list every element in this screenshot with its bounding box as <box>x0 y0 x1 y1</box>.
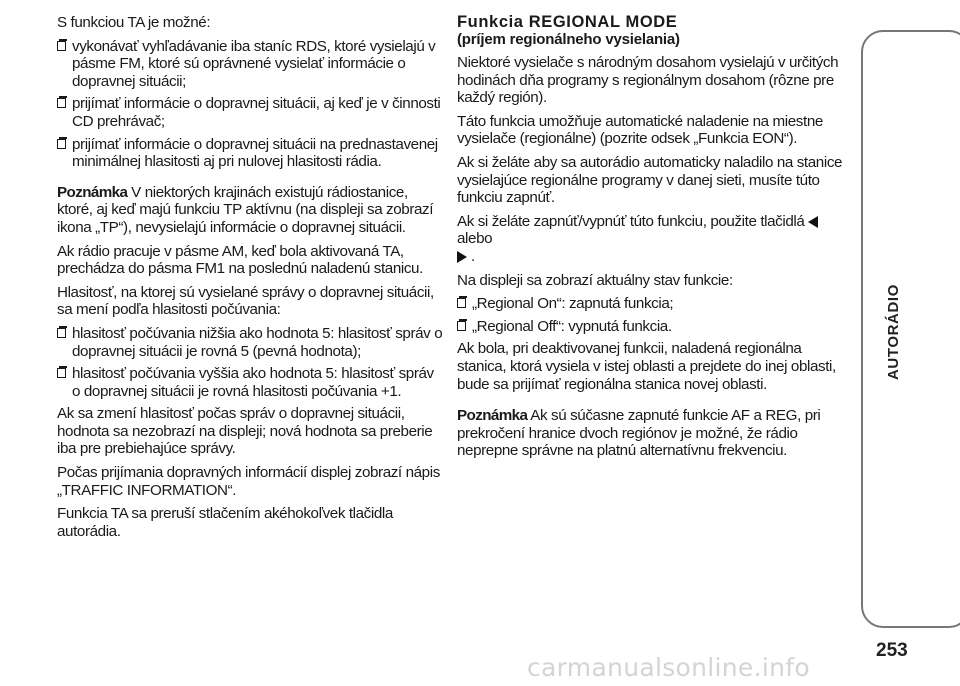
am-paragraph: Ak rádio pracuje v pásme AM, keď bola aktivovaná TA, prechádza do pásma FM1 na poslednú naladenú stanicu. <box>57 242 423 278</box>
checkbox-bullet-icon <box>57 139 66 149</box>
regional-paragraph-3: Ak si želáte aby sa autorádio automaticky naladilo na stanice vysielajúce regionálne programy v danej sieti, musíte túto funkciu zapnúť. <box>457 153 843 207</box>
list-item: „Regional Off“: vypnutá funkcia. <box>457 318 849 336</box>
regional-paragraph-6: Ak bola, pri deaktivovanej funkcii, naladená regionálna stanica, ktorá vysiela v istej oblasti a prejdete do inej oblasti, bude sa prijímať regionálna stanica novej oblasti. <box>457 340 836 393</box>
chapter-tab-label: AUTORÁDIO <box>885 284 902 380</box>
traffic-info-paragraph: Počas prijímania dopravných informácií displej zobrazí nápis „TRAFFIC INFORMATION“. <box>57 464 440 499</box>
note-label: Poznámka <box>57 183 128 201</box>
checkbox-bullet-icon <box>457 298 466 308</box>
list-item: hlasitosť počúvania vyššia ako hodnota 5: hlasitosť správ o dopravnej situácii je rovná hlasitosti počúvania +1. <box>57 365 445 400</box>
checkbox-bullet-icon <box>57 328 66 338</box>
left-column <box>57 14 445 546</box>
ta-intro: S funkciou TA je možné: <box>57 14 211 31</box>
watermark: carmanualsonline.info <box>527 653 810 682</box>
list-item: prijímať informácie o dopravnej situácii, aj keď je v činnosti CD prehrávač; <box>57 95 445 130</box>
checkbox-bullet-icon <box>57 41 66 51</box>
volume-change-paragraph: Ak sa zmení hlasitosť počas správ o dopravnej situácii, hodnota sa nezobrazí na displeji; nová hodnota sa preberie iba pre prebiehajúce správy. <box>57 405 433 458</box>
note-label: Poznámka <box>457 407 528 425</box>
regional-paragraph-5: Na displeji sa zobrazí aktuálny stav funkcie: <box>457 271 733 289</box>
list-item: vykonávať vyhľadávanie iba staníc RDS, ktoré vysielajú v pásme FM, ktoré sú oprávnené vysielať informácie o dopravnej situácii; <box>57 38 445 91</box>
section-subheading: (príjem regionálneho vysielania) <box>457 31 680 48</box>
checkbox-bullet-icon <box>457 321 466 331</box>
page-number: 253 <box>876 640 908 661</box>
note-paragraph: Poznámka Ak sú súčasne zapnuté funkcie AF a REG, pri prekročení hranice dvoch regiónov je možné, že rádio neprepne správne na platnú alternatívnu frekvenciu. <box>457 407 821 460</box>
ta-interrupt-paragraph: Funkcia TA sa preruší stlačením akéhokoľvek tlačidla autorádia. <box>57 505 393 540</box>
note-paragraph: Poznámka V niektorých krajinách existujú rádiostanice, ktoré, aj keď majú funkciu TP aktívnu (na displeji sa zobrazí ikona „TP“), nevysielajú informácie o dopravnej situácii. <box>57 183 434 236</box>
section-heading: Funkcia REGIONAL MODE <box>457 13 678 31</box>
regional-paragraph-2: Táto funkcia umožňuje automatické naladenie na miestne vysielače (regionálne) (pozrite odsek „Funkcia EON“). <box>457 112 823 148</box>
regional-paragraph-4: Ak si želáte zapnúť/vypnúť túto funkciu, použite tlačidláalebo . <box>457 213 849 266</box>
list-item: hlasitosť počúvania nižšia ako hodnota 5: hlasitosť správ o dopravnej situácii je rovná 5 (pevná hodnota); <box>57 325 445 360</box>
volume-paragraph: Hlasitosť, na ktorej sú vysielané správy o dopravnej situácii, sa mení podľa hlasitosti počúvania: <box>57 283 434 319</box>
checkbox-bullet-icon <box>57 98 66 108</box>
chapter-tab <box>861 30 960 628</box>
list-item: prijímať informácie o dopravnej situácii na prednastavenej minimálnej hlasitosti aj pri nulovej hlasitosti rádia. <box>57 136 445 171</box>
right-column <box>457 14 849 466</box>
list-item: „Regional On“: zapnutá funkcia; <box>457 295 849 313</box>
right-arrow-button-icon <box>457 251 467 263</box>
checkbox-bullet-icon <box>57 368 66 378</box>
left-arrow-button-icon <box>808 216 818 228</box>
regional-paragraph-1: Niektoré vysielače s národným dosahom vysielajú v určitých hodinách dňa programy s regionálnym dosahom (rôzne pre každý región). <box>457 54 839 107</box>
